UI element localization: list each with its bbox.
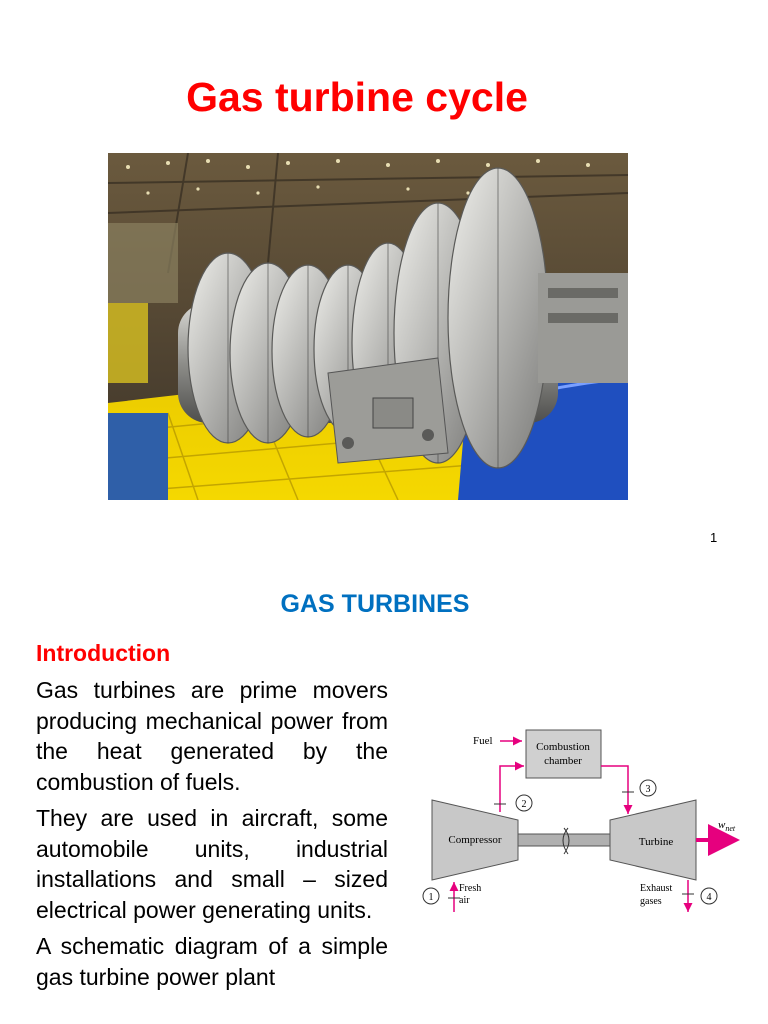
- paragraph-schematic-intro: A schematic diagram of a simple gas turbine power plant: [36, 933, 388, 990]
- state-1-label: 1: [428, 892, 434, 903]
- fuel-label: Fuel: [473, 735, 493, 747]
- introduction-body: [36, 675, 388, 998]
- fresh-air-label-line2: air: [459, 895, 470, 906]
- exhaust-label-line2: gases: [640, 896, 662, 907]
- compressor-label: Compressor: [448, 834, 502, 846]
- turbine-rotor-illustration: [108, 153, 628, 500]
- slide-title: Gas turbine cycle: [186, 74, 528, 120]
- section-heading: GAS TURBINES: [280, 590, 470, 618]
- introduction-subheading: Introduction: [36, 640, 171, 666]
- state-4-label: 4: [706, 892, 712, 903]
- paragraph-prime-movers: Gas turbines are prime movers producing mechanical power from the heat generated by the combustion of fuels.: [36, 677, 388, 795]
- page-number: 1: [710, 530, 718, 545]
- fresh-air-label-line1: Fresh: [459, 883, 482, 894]
- state-3-label: 3: [645, 784, 651, 795]
- wnet-symbol: $w_{net}$: [718, 819, 736, 833]
- state-2-label: 2: [521, 799, 527, 810]
- exhaust-label-line1: Exhaust: [640, 883, 673, 894]
- turbine-rotor-photo: [108, 153, 628, 500]
- gas-turbine-schematic: [418, 722, 748, 922]
- paragraph-applications: They are used in aircraft, some automobile units, industrial installations and small – sized electrical power generating units.: [36, 805, 388, 923]
- combustion-label-line2: chamber: [544, 755, 582, 767]
- combustion-label-line1: Combustion: [536, 741, 590, 753]
- turbine-label: Turbine: [638, 836, 674, 848]
- flow-3-arrow: [601, 766, 628, 814]
- combustion-chamber: [526, 730, 601, 778]
